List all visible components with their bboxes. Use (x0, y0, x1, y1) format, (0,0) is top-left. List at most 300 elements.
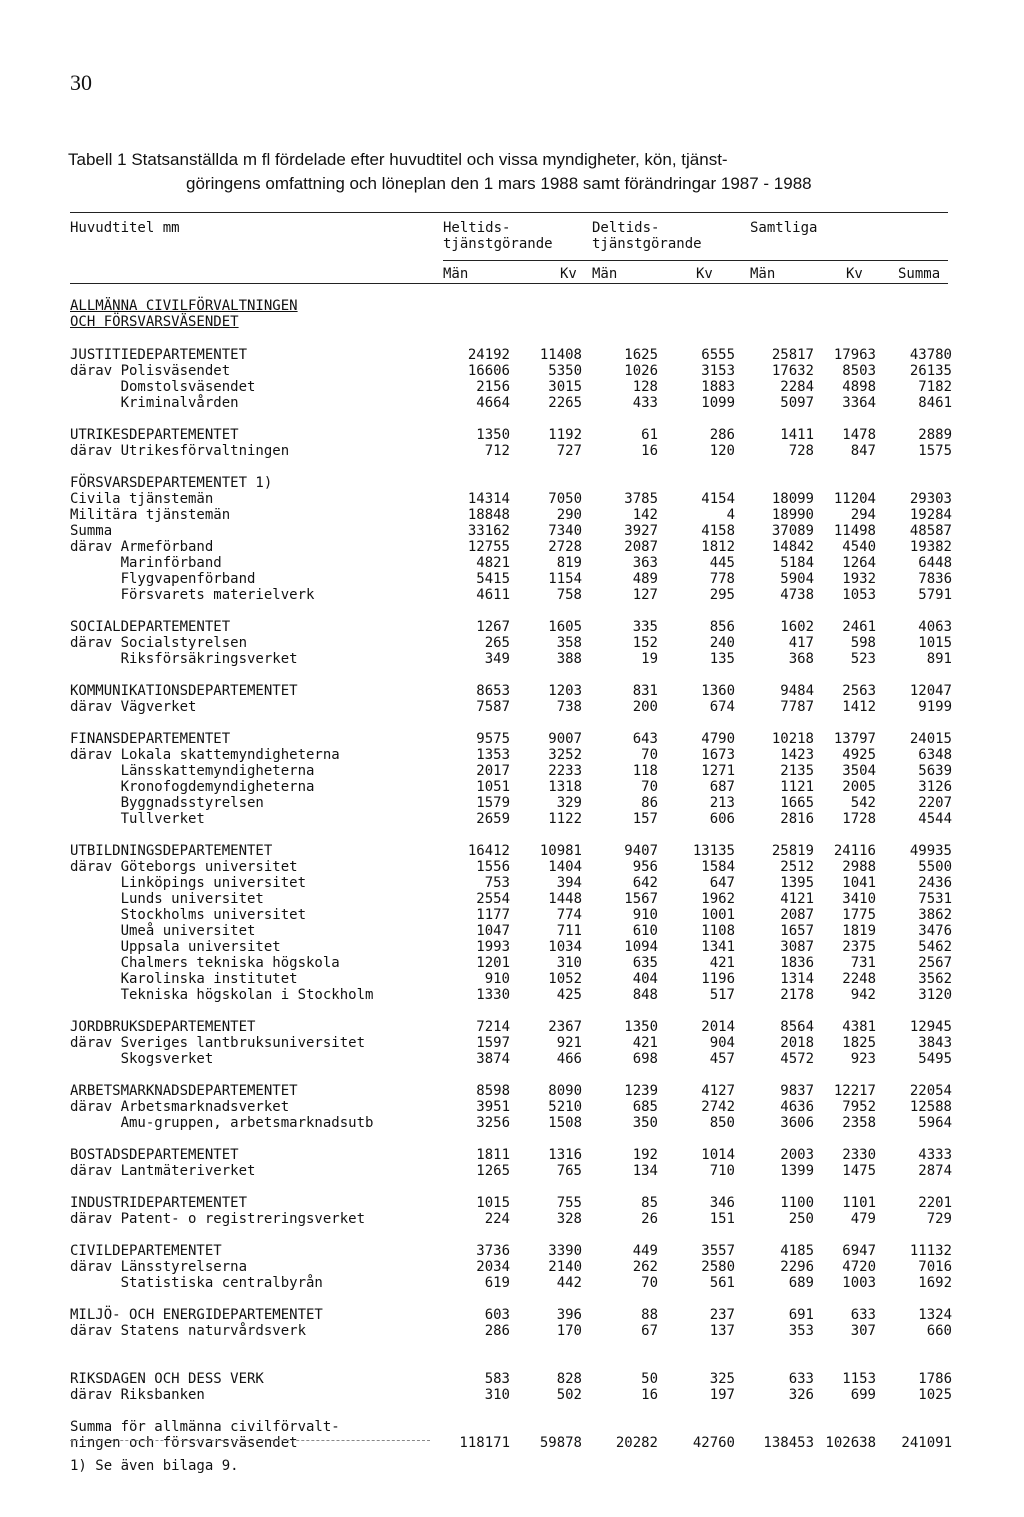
row-value: 224 (484, 1211, 510, 1227)
table-row (0, 731, 1024, 747)
row-value: 1597 (476, 1035, 510, 1051)
row-value: 765 (556, 1163, 582, 1179)
row-value: 1836 (780, 955, 814, 971)
row-value: 200 (632, 699, 658, 715)
row-value: 5904 (780, 571, 814, 587)
table-row (0, 619, 1024, 635)
row-value: 1099 (701, 395, 735, 411)
row-value: 394 (556, 875, 582, 891)
row-label: Uppsala universitet (70, 939, 281, 955)
row-value: 1108 (701, 923, 735, 939)
row-value: 4664 (476, 395, 510, 411)
row-value: 4333 (918, 1147, 952, 1163)
table-row (0, 939, 1024, 955)
row-label: därav Patent- o registreringsverket (70, 1211, 366, 1227)
row-value: 442 (556, 1275, 582, 1291)
row-value: 421 (709, 955, 735, 971)
row-value: 12588 (909, 1099, 952, 1115)
row-value: 4925 (842, 747, 876, 763)
row-value: 1053 (842, 587, 876, 603)
row-label: därav Riksbanken (70, 1387, 205, 1403)
row-value: 1350 (476, 427, 510, 443)
row-value: 7340 (548, 523, 582, 539)
row-label: Byggnadsstyrelsen (70, 795, 264, 811)
row-label: KOMMUNIKATIONSDEPARTEMENTET (70, 683, 298, 699)
row-value: 2005 (842, 779, 876, 795)
row-value: 831 (632, 683, 658, 699)
row-value: 2233 (548, 763, 582, 779)
row-value: 1026 (624, 363, 658, 379)
row-value: 856 (709, 619, 735, 635)
row-value: 2201 (918, 1195, 952, 1211)
table-row (0, 395, 1024, 411)
row-value: 24192 (467, 347, 510, 363)
row-value: 8461 (918, 395, 952, 411)
row-value: 29303 (909, 491, 952, 507)
row-value: 1034 (548, 939, 582, 955)
row-value: 11132 (909, 1243, 952, 1259)
row-label: CIVILDEPARTEMENTET (70, 1243, 222, 1259)
row-value: 1584 (701, 859, 735, 875)
row-label: FINANSDEPARTEMENTET (70, 731, 231, 747)
row-label: Kronofogdemyndigheterna (70, 779, 315, 795)
section-title: ALLMÄNNA CIVILFÖRVALTNINGEN OCH FÖRSVARSVÄSENDET (70, 298, 298, 330)
table-row (0, 1051, 1024, 1067)
row-value: 61 (641, 427, 658, 443)
row-value: 24015 (909, 731, 952, 747)
row-value: 819 (556, 555, 582, 571)
row-value: 1201 (476, 955, 510, 971)
row-value: 1728 (842, 811, 876, 827)
row-value: 1265 (476, 1163, 510, 1179)
row-label: därav Lokala skattemyndigheterna (70, 747, 340, 763)
row-label: därav Polisväsendet (70, 363, 231, 379)
table-row (0, 1211, 1024, 1227)
row-value: 5639 (918, 763, 952, 779)
row-value: 1556 (476, 859, 510, 875)
row-value: 4898 (842, 379, 876, 395)
table-row (0, 955, 1024, 971)
row-value: 691 (788, 1307, 814, 1323)
row-value: 12945 (909, 1019, 952, 1035)
row-value: 102638 (825, 1435, 876, 1451)
row-value: 699 (850, 1387, 876, 1403)
row-label: FÖRSVARSDEPARTEMENTET 1) (70, 475, 273, 491)
row-value: 1657 (780, 923, 814, 939)
row-label: Chalmers tekniska högskola (70, 955, 340, 971)
row-label: RIKSDAGEN OCH DESS VERK (70, 1371, 264, 1387)
header-deltids: Deltids- tjänstgörande (592, 220, 702, 252)
row-label: därav Göteborgs universitet (70, 859, 298, 875)
row-value: 1423 (780, 747, 814, 763)
row-value: 1122 (548, 811, 582, 827)
table-row (0, 1035, 1024, 1051)
table-row (0, 683, 1024, 699)
row-label: därav Sveriges lantbruksuniversitet (70, 1035, 366, 1051)
row-value: 2512 (780, 859, 814, 875)
row-value: 3120 (918, 987, 952, 1003)
row-value: 307 (850, 1323, 876, 1339)
row-value: 1271 (701, 763, 735, 779)
row-label: Stockholms universitet (70, 907, 307, 923)
row-label: därav Statens naturvårdsverk (70, 1323, 307, 1339)
row-value: 329 (556, 795, 582, 811)
row-value: 674 (709, 699, 735, 715)
row-value: 635 (632, 955, 658, 971)
row-value: 1475 (842, 1163, 876, 1179)
table-row (0, 539, 1024, 555)
row-value: 138453 (763, 1435, 814, 1451)
table-row (0, 507, 1024, 523)
row-label: därav Armeförband (70, 539, 214, 555)
row-value: 3504 (842, 763, 876, 779)
row-value: 5210 (548, 1099, 582, 1115)
row-value: 8598 (476, 1083, 510, 1099)
row-value: 8090 (548, 1083, 582, 1099)
row-value: 50 (641, 1371, 658, 1387)
row-value: 368 (788, 651, 814, 667)
row-value: 2178 (780, 987, 814, 1003)
row-value: 33162 (467, 523, 510, 539)
row-value: 6348 (918, 747, 952, 763)
row-value: 1267 (476, 619, 510, 635)
row-value: 25817 (771, 347, 814, 363)
row-value: 151 (709, 1211, 735, 1227)
row-value: 1692 (918, 1275, 952, 1291)
row-value: 727 (556, 443, 582, 459)
row-value: 1579 (476, 795, 510, 811)
row-value: 774 (556, 907, 582, 923)
row-value: 5184 (780, 555, 814, 571)
row-value: 457 (709, 1051, 735, 1067)
row-value: 1264 (842, 555, 876, 571)
row-value: 1051 (476, 779, 510, 795)
row-label: SOCIALDEPARTEMENTET (70, 619, 231, 635)
row-value: 1203 (548, 683, 582, 699)
row-value: 942 (850, 987, 876, 1003)
row-value: 728 (788, 443, 814, 459)
row-value: 135 (709, 651, 735, 667)
row-value: 731 (850, 955, 876, 971)
row-value: 466 (556, 1051, 582, 1067)
row-value: 1412 (842, 699, 876, 715)
row-value: 3410 (842, 891, 876, 907)
row-value: 2296 (780, 1259, 814, 1275)
row-value: 7016 (918, 1259, 952, 1275)
row-value: 346 (709, 1195, 735, 1211)
row-value: 3562 (918, 971, 952, 987)
row-value: 828 (556, 1371, 582, 1387)
table-row (0, 1259, 1024, 1275)
row-value: 290 (556, 507, 582, 523)
row-value: 9007 (548, 731, 582, 747)
table-row (0, 747, 1024, 763)
row-value: 1001 (701, 907, 735, 923)
row-label: Kriminalvården (70, 395, 239, 411)
row-value: 8564 (780, 1019, 814, 1035)
row-value: 197 (709, 1387, 735, 1403)
row-value: 479 (850, 1211, 876, 1227)
row-value: 3736 (476, 1243, 510, 1259)
caption-line-1: Tabell 1 Statsanställda m fl fördelade efter huvudtitel och vissa myndigheter, kön, tjänst- (68, 150, 728, 169)
row-value: 363 (632, 555, 658, 571)
row-value: 2580 (701, 1259, 735, 1275)
row-value: 1575 (918, 443, 952, 459)
row-value: 847 (850, 443, 876, 459)
row-value: 1395 (780, 875, 814, 891)
row-value: 2207 (918, 795, 952, 811)
row-value: 26135 (909, 363, 952, 379)
row-value: 213 (709, 795, 735, 811)
row-value: 660 (926, 1323, 952, 1339)
row-value: 240 (709, 635, 735, 651)
row-value: 5964 (918, 1115, 952, 1131)
row-value: 4381 (842, 1019, 876, 1035)
row-label: Militära tjänstemän (70, 507, 231, 523)
row-value: 152 (632, 635, 658, 651)
row-value: 1014 (701, 1147, 735, 1163)
table-caption (68, 148, 968, 196)
row-label: UTBILDNINGSDEPARTEMENTET (70, 843, 273, 859)
table-row (0, 1323, 1024, 1339)
row-value: 5097 (780, 395, 814, 411)
row-value: 349 (484, 651, 510, 667)
row-value: 26 (641, 1211, 658, 1227)
row-label: därav Socialstyrelsen (70, 635, 248, 651)
table-row (0, 763, 1024, 779)
row-value: 37089 (771, 523, 814, 539)
table-row (0, 971, 1024, 987)
row-value: 120 (709, 443, 735, 459)
header-kv-deltid: Kv (696, 266, 713, 282)
row-value: 1605 (548, 619, 582, 635)
row-value: 7050 (548, 491, 582, 507)
row-value: 1360 (701, 683, 735, 699)
row-value: 20282 (615, 1435, 658, 1451)
row-value: 1154 (548, 571, 582, 587)
table-row (0, 523, 1024, 539)
row-value: 5350 (548, 363, 582, 379)
row-value: 4636 (780, 1099, 814, 1115)
row-value: 1786 (918, 1371, 952, 1387)
row-value: 9407 (624, 843, 658, 859)
row-value: 610 (632, 923, 658, 939)
row-value: 2358 (842, 1115, 876, 1131)
row-value: 70 (641, 779, 658, 795)
row-value: 1665 (780, 795, 814, 811)
row-label: därav Utrikesförvaltningen (70, 443, 290, 459)
row-value: 502 (556, 1387, 582, 1403)
row-value: 606 (709, 811, 735, 827)
row-value: 12047 (909, 683, 952, 699)
table-row (0, 475, 1024, 491)
row-value: 2140 (548, 1259, 582, 1275)
row-value: 850 (709, 1115, 735, 1131)
row-label: Statistiska centralbyrån (70, 1275, 323, 1291)
row-value: 3015 (548, 379, 582, 395)
row-value: 3874 (476, 1051, 510, 1067)
table-row (0, 1163, 1024, 1179)
row-label: därav Länsstyrelserna (70, 1259, 248, 1275)
row-value: 1602 (780, 619, 814, 635)
header-group-rule (443, 260, 948, 261)
row-value: 2087 (780, 907, 814, 923)
row-value: 2659 (476, 811, 510, 827)
row-value: 2375 (842, 939, 876, 955)
row-value: 1399 (780, 1163, 814, 1179)
row-value: 142 (632, 507, 658, 523)
row-value: 1962 (701, 891, 735, 907)
row-value: 16 (641, 443, 658, 459)
row-value: 127 (632, 587, 658, 603)
row-value: 25819 (771, 843, 814, 859)
row-value: 7214 (476, 1019, 510, 1035)
table-row (0, 651, 1024, 667)
header-huvudtitel: Huvudtitel mm (70, 220, 180, 236)
row-value: 9199 (918, 699, 952, 715)
row-value: 1812 (701, 539, 735, 555)
table-row (0, 587, 1024, 603)
row-value: 19284 (909, 507, 952, 523)
row-value: 5791 (918, 587, 952, 603)
row-value: 4540 (842, 539, 876, 555)
row-value: 358 (556, 635, 582, 651)
row-value: 170 (556, 1323, 582, 1339)
row-value: 350 (632, 1115, 658, 1131)
header-man-samtliga: Män (750, 266, 776, 282)
row-label: därav Arbetsmarknadsverket (70, 1099, 290, 1115)
row-value: 753 (484, 875, 510, 891)
header-bottom-rule (70, 283, 948, 284)
row-label: INDUSTRIDEPARTEMENTET (70, 1195, 248, 1211)
row-value: 2563 (842, 683, 876, 699)
table-row (0, 811, 1024, 827)
table-row (0, 491, 1024, 507)
row-value: 325 (709, 1371, 735, 1387)
row-value: 1350 (624, 1019, 658, 1035)
row-value: 10981 (539, 843, 582, 859)
row-value: 1508 (548, 1115, 582, 1131)
table-row (0, 987, 1024, 1003)
row-value: 86 (641, 795, 658, 811)
row-value: 712 (484, 443, 510, 459)
header-samtliga: Samtliga (750, 220, 818, 236)
row-value: 5415 (476, 571, 510, 587)
row-value: 286 (484, 1323, 510, 1339)
row-value: 633 (788, 1371, 814, 1387)
row-value: 523 (850, 651, 876, 667)
table-row (0, 699, 1024, 715)
row-value: 2816 (780, 811, 814, 827)
row-value: 2367 (548, 1019, 582, 1035)
row-value: 85 (641, 1195, 658, 1211)
row-value: 542 (850, 795, 876, 811)
table-row (0, 1019, 1024, 1035)
row-value: 88 (641, 1307, 658, 1323)
row-value: 738 (556, 699, 582, 715)
row-value: 328 (556, 1211, 582, 1227)
row-value: 1324 (918, 1307, 952, 1323)
row-value: 11408 (539, 347, 582, 363)
row-value: 923 (850, 1051, 876, 1067)
row-value: 42760 (692, 1435, 735, 1451)
row-value: 687 (709, 779, 735, 795)
row-value: 2265 (548, 395, 582, 411)
header-summa: Summa (898, 266, 941, 282)
table-row (0, 571, 1024, 587)
row-value: 118 (632, 763, 658, 779)
row-value: 1819 (842, 923, 876, 939)
row-value: 2284 (780, 379, 814, 395)
row-value: 310 (556, 955, 582, 971)
row-value: 1775 (842, 907, 876, 923)
row-value: 4720 (842, 1259, 876, 1275)
row-value: 2874 (918, 1163, 952, 1179)
row-value: 1041 (842, 875, 876, 891)
row-value: 3256 (476, 1115, 510, 1131)
row-value: 16412 (467, 843, 510, 859)
row-value: 22054 (909, 1083, 952, 1099)
row-value: 1239 (624, 1083, 658, 1099)
row-value: 335 (632, 619, 658, 635)
row-value: 3843 (918, 1035, 952, 1051)
row-value: 1625 (624, 347, 658, 363)
row-value: 891 (926, 651, 952, 667)
row-value: 5500 (918, 859, 952, 875)
row-value: 326 (788, 1387, 814, 1403)
row-value: 396 (556, 1307, 582, 1323)
row-value: 404 (632, 971, 658, 987)
row-value: 710 (709, 1163, 735, 1179)
row-value: 4544 (918, 811, 952, 827)
row-value: 137 (709, 1323, 735, 1339)
header-kv-heltid: Kv (560, 266, 577, 282)
row-value: 1993 (476, 939, 510, 955)
table-row (0, 1147, 1024, 1163)
row-label: Länsskattemyndigheterna (70, 763, 315, 779)
row-value: 642 (632, 875, 658, 891)
row-value: 421 (632, 1035, 658, 1051)
row-value: 449 (632, 1243, 658, 1259)
row-value: 388 (556, 651, 582, 667)
header-man-heltid: Män (443, 266, 469, 282)
row-value: 598 (850, 635, 876, 651)
table-row (0, 843, 1024, 859)
table-row (0, 555, 1024, 571)
row-value: 4572 (780, 1051, 814, 1067)
table-row (0, 1275, 1024, 1291)
row-value: 1330 (476, 987, 510, 1003)
row-label: ARBETSMARKNADSDEPARTEMENTET (70, 1083, 298, 1099)
row-value: 1673 (701, 747, 735, 763)
row-value: 9837 (780, 1083, 814, 1099)
row-value: 2436 (918, 875, 952, 891)
row-value: 1192 (548, 427, 582, 443)
row-value: 4154 (701, 491, 735, 507)
row-value: 262 (632, 1259, 658, 1275)
table-row (0, 1099, 1024, 1115)
table-row (0, 907, 1024, 923)
row-value: 685 (632, 1099, 658, 1115)
row-label: Flygvapenförband (70, 571, 256, 587)
row-value: 1448 (548, 891, 582, 907)
row-value: 1411 (780, 427, 814, 443)
row-value: 1101 (842, 1195, 876, 1211)
table-row (0, 1195, 1024, 1211)
row-value: 48587 (909, 523, 952, 539)
row-label: Försvarets materielverk (70, 587, 315, 603)
row-value: 353 (788, 1323, 814, 1339)
